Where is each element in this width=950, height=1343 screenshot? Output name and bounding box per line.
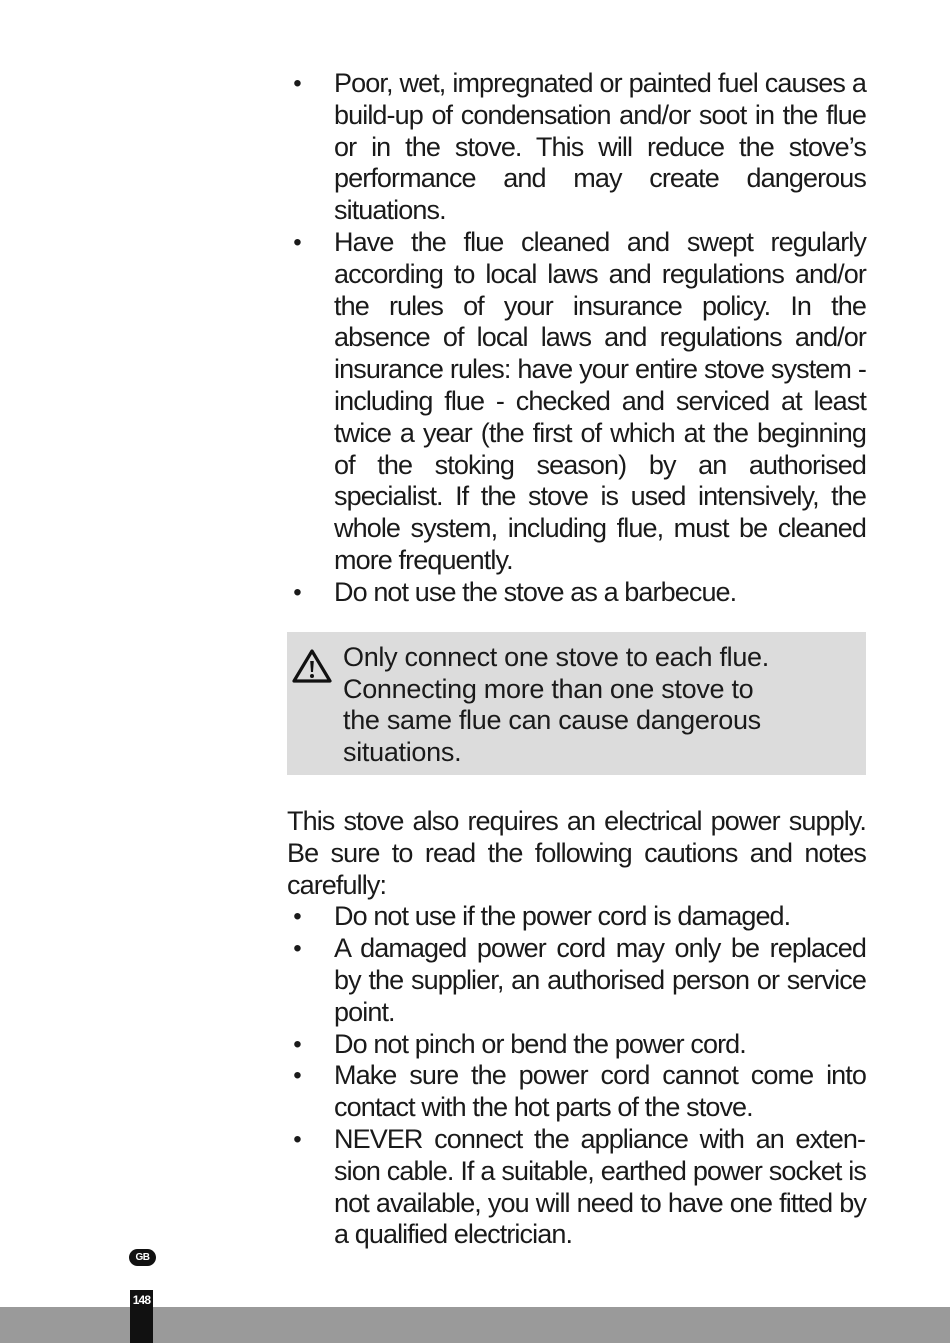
warning-line: the same flue can cause dangerous [343,705,761,735]
bullet-icon: • [293,935,301,963]
bullet-icon: • [293,228,301,256]
list-item [287,933,866,1028]
list-item [287,1029,866,1061]
warning-line: situations. [343,736,462,767]
bullet-list [287,901,866,1251]
bullet-text: A damaged power cord may only be replaced by the supplier, an authorised person or service point. [334,933,866,1027]
list-item [287,227,866,577]
bullet-text: Do not use if the power cord is damaged. [334,901,791,932]
safety-bullets-section [287,68,866,609]
list-item [287,901,866,933]
warning-triangle-icon [291,648,333,684]
language-badge: GB [129,1249,156,1266]
warning-line: Only connect one stove to each flue. [343,642,769,672]
page-number: 148 [132,1293,151,1307]
electrical-intro: This stove also requires an electrical power supply. Be sure to read the following cautions and notes carefully: [287,806,866,900]
bullet-text: NEVER connect the appliance with an extension cable. If a suitable, earthed power socket is not available, you will need to have one fitted by a qualified electrician. [334,1123,866,1250]
bullet-icon: • [293,70,301,97]
bullet-icon: • [293,1125,301,1153]
warning-box [287,632,866,775]
list-item [287,577,866,609]
bullet-icon: • [293,1062,301,1090]
bullet-list [287,68,866,609]
warning-text [343,642,853,768]
warning-line: Connecting more than one stove to [343,673,754,704]
bullet-text: Make sure the power cord cannot come into contact with the hot parts of the stove. [334,1060,866,1123]
bullet-icon: • [293,1030,301,1058]
list-item [287,1124,866,1251]
bullet-text: Have the flue cleaned and swept regularly according to local laws and regulations and/​or the rules of your insurance policy. In the absence of local laws and regulations and/​or insurance rules: have your entire stove system - including flue - checked and serviced at least twice a year (the first of which at the beginning of the stoking season) by an authorised specialist. If the stove is used intensively, the whole system, including flue, must be cleaned more frequently. [334,226,866,575]
list-item [287,1060,866,1124]
electrical-section [287,806,866,1251]
bullet-icon: • [293,578,301,606]
bullet-icon: • [293,903,301,931]
list-item [287,68,866,227]
bullet-text: Do not pinch or bend the power cord. [334,1028,746,1059]
bullet-text: Poor, wet, impregnated or painted fuel causes a build-up of condensation and/or soot in the flue or in the stove. This will reduce the stove’s performance and may create dangerous situations. [334,68,866,226]
bullet-text: Do not use the stove as a barbecue. [334,576,737,607]
